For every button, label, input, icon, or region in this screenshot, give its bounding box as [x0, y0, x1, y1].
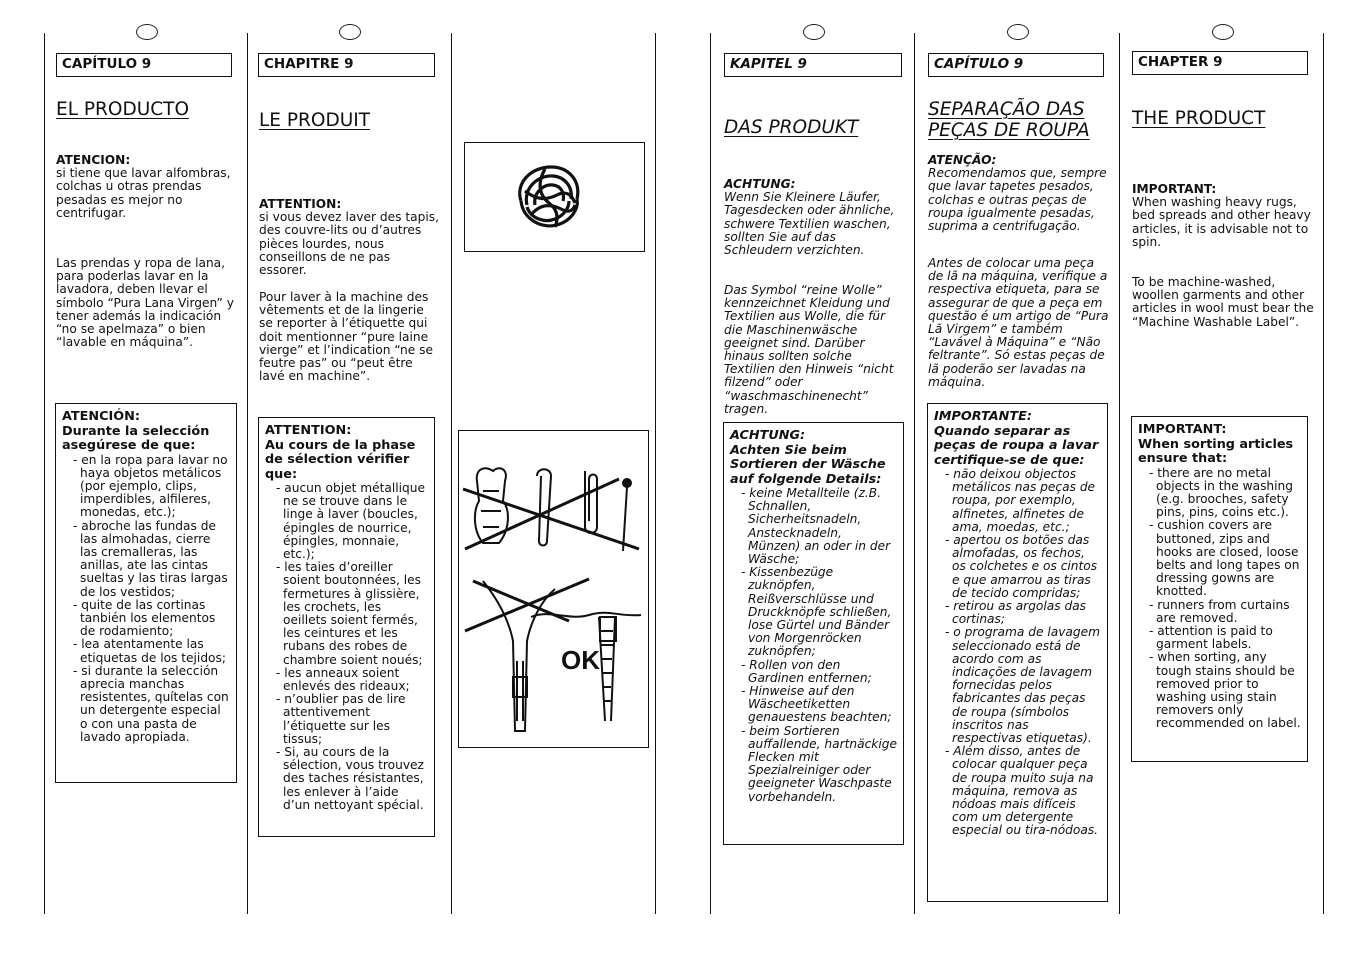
chapter-heading-en: CHAPTER 9 [1132, 51, 1308, 75]
column-rule [247, 33, 248, 914]
list-item: - o programa de lavagem seleccionado está de acordo com as indicações de lavagem fornecidas pelos fabricantes das peças de roupa (símbolos inscritos nas respectivas etiquetas). [943, 626, 1101, 745]
warning-list-es [62, 454, 230, 744]
list-item: - en la ropa para lavar no haya objetos metálicos (por ejemplo, clips, imperdibles, alfileres, monedas, etc.); [71, 454, 230, 520]
warning-box-pt [927, 403, 1108, 902]
column-rule [1323, 33, 1324, 914]
text-block-pt [928, 154, 1110, 233]
text-block-fr [259, 198, 439, 277]
text-block-en [1132, 183, 1314, 249]
warning-box-fr [258, 417, 435, 837]
list-item: - não deixou objectos metálicos nas peças de roupa, por exemplo, alfinetes, alfinetes de ama, moedas, etc.; [943, 468, 1101, 534]
woolmark-frame [464, 142, 645, 252]
attention-text-pt: Recomendamos que, sempre que lavar tapetes pesados, colchas e outras peças de roupa igualmente pesadas, suprima a centrifugação. [928, 166, 1107, 234]
attention-text-en: When washing heavy rugs, bed spreads and other heavy articles, it is advisable not to spin. [1132, 195, 1311, 249]
list-item: - keine Metallteile (z.B. Schnallen, Sicherheitsnadeln, Anstecknadeln, Münzen) an oder in der Wäsche; [739, 487, 897, 566]
warning-box-es [55, 403, 237, 783]
section-title-de: DAS PRODUKT [724, 117, 859, 138]
attention-label-fr: ATTENTION: [259, 197, 342, 211]
warning-list-en [1138, 467, 1301, 731]
list-item: - abroche las fundas de las almohadas, cierre las cremalleras, las anillas, ate las cintas sueltas y las tiras largas de los vestidos; [71, 520, 230, 599]
column-rule [655, 33, 656, 914]
ok-label: OK [561, 645, 600, 675]
chapter-heading-fr: CHAPITRE 9 [258, 53, 435, 77]
woolmark-icon [465, 143, 644, 251]
list-item: - les anneaux soient enlevés des rideaux; [274, 667, 428, 693]
list-item: - les taies d’oreiller soient boutonnées, les fermetures à glissière, les crochets, les oeillets soient fermés, les ceintures et les rubans des robes de chambre soient noués; [274, 561, 428, 667]
paragraph-en: To be machine-washed, woollen garments and other articles in wool must bear the “Machine Washable Label”. [1132, 275, 1314, 329]
chapter-heading-pt: CAPÍTULO 9 [928, 53, 1104, 77]
list-item: - quite de las cortinas tanbién los elementos de rodamiento; [71, 599, 230, 639]
warning-list-pt [934, 468, 1101, 838]
attention-label-de: ACHTUNG: [724, 177, 796, 191]
list-item: - lea atentamente las etiquetas de los tejidos; [71, 638, 230, 664]
page-circle-marker [1007, 24, 1029, 40]
chapter-heading-de: KAPITEL 9 [724, 53, 902, 77]
column-rule [710, 33, 711, 914]
list-item: - Rollen von den Gardinen entfernen; [739, 659, 897, 685]
warning-heading-de: ACHTUNG: Achten Sie beim Sortieren der Wäsche auf folgende Details: [730, 428, 886, 487]
attention-text-de: Wenn Sie Kleinere Läufer, Tagesdecken oder ähnliche, schwere Textilien waschen, sollten Sie auf das Schleudern verzichten. [724, 190, 895, 258]
section-title-es: EL PRODUCTO [56, 99, 190, 120]
paragraph-es: Las prendas y ropa de lana, para poderlas lavar en la lavadora, deben llevar el símbolo “Pura Lana Virgen” y tener además la indicación “no se apelmaza” o bien “lavable en máquina”. [56, 256, 234, 350]
page-circle-marker [803, 24, 825, 40]
list-item: - beim Sortieren auffallende, hartnäckige Flecken mit Spezialreiniger oder geeigneter Waschpaste vorbehandeln. [739, 725, 897, 804]
attention-label-en: IMPORTANT: [1132, 182, 1217, 196]
page-circle-marker [339, 24, 361, 40]
list-item: - there are no metal objects in the washing (e.g. brooches, safety pins, pins, coins etc.). [1147, 467, 1301, 520]
list-item: - apertou os botões das almofadas, os fechos, os colchetes e os cintos e que amarrou as tiras de tecido compridas; [943, 534, 1101, 600]
warning-heading-pt: IMPORTANTE: Quando separar as peças de roupa a lavar certifique-se de que: [934, 409, 1099, 468]
paragraph-de: Das Symbol “reine Wolle” kennzeichnet Kleidung und Textilien aus Wolle, die für die Maschinenwäsche geeignet sind. Darüber hinaus sollten solche Textilien den Hinweis “nicht filzend” oder “waschmaschinenecht” tragen. [724, 283, 894, 416]
column-rule [914, 33, 915, 914]
warning-heading-fr: ATTENTION: Au cours de la phase de sélection vérifier que: [265, 423, 416, 482]
warning-box-de [723, 422, 904, 845]
list-item: - attention is paid to garment labels. [1147, 625, 1301, 651]
list-item: - Hinweise auf den Wäscheetiketten genauestens beachten; [739, 685, 897, 725]
list-item: - runners from curtains are removed. [1147, 599, 1301, 625]
list-item: - Kissenbezüge zuknöpfen, Reißverschlüsse und Druckknöpfe schließen, lose Gürtel und Bänder von Morgenröcken zuknöpfen; [739, 566, 897, 658]
warning-box-en [1131, 416, 1308, 762]
warning-heading-es: ATENCIÓN: Durante la selección asegúrese de que: [62, 409, 210, 453]
paragraph-pt: Antes de colocar uma peça de lã na máquina, verifique a respectiva etiqueta, para se assegurar de que a peça em questão é um artigo de “Pura Lã Virgem” e também “Lavável à Máquina” e “Não feltrante”. Só estas peças de lã poderão ser lavadas na máquina. [928, 256, 1109, 389]
list-item: - cushion covers are buttoned, zips and hooks are closed, loose belts and long tapes on dressing gowns are knotted. [1147, 519, 1301, 598]
attention-text-es: si tiene que lavar alfombras, colchas u otras prendas pesadas es mejor no centrifugar. [56, 166, 231, 220]
list-item: - Si, au cours de la sélection, vous trouvez des taches résistantes, les enlever à l’aide d’un nettoyant spécial. [274, 746, 428, 812]
text-block-de [724, 178, 906, 257]
text-block-es [56, 154, 236, 220]
attention-label-es: ATENCION: [56, 153, 131, 167]
list-item: - n’oublier pas de lire attentivement l’étiquette sur les tissus; [274, 693, 428, 746]
list-item: - when sorting, any tough stains should be removed prior to washing using stain removers only recommended on label. [1147, 651, 1301, 730]
chapter-heading-es: CAPÍTULO 9 [56, 53, 232, 77]
list-item: - si durante la selección aprecia manchas resistentes, quítelas con un detergente especial o con una pasta de lavado apropiada. [71, 665, 230, 744]
list-item: - retirou as argolas das cortinas; [943, 600, 1101, 626]
column-rule [451, 33, 452, 914]
attention-label-pt: ATENÇÃO: [928, 153, 997, 167]
page-circle-marker [136, 24, 158, 40]
section-title-fr: LE PRODUIT [259, 110, 370, 131]
section-title-en: THE PRODUCT [1132, 108, 1266, 129]
page-circle-marker [1212, 24, 1234, 40]
sorting-drawing [459, 431, 648, 747]
paragraph-fr: Pour laver à la machine des vêtements et de la lingerie se reporter à l’étiquette qui doit mentionner “pure laine vierge” et l’indication “ne se feutre pas” ou “peut être lavé en machine”. [259, 290, 433, 384]
list-item: - Além disso, antes de colocar qualquer peça de roupa muito suja na máquina, remova as nódoas mais difíceis com um detergente especial ou tira-nódoas. [943, 745, 1101, 837]
warning-list-fr [265, 482, 428, 812]
sorting-illustration [458, 430, 649, 748]
list-item: - aucun objet métallique ne se trouve dans le linge à laver (boucles, épingles de nourrice, épingles, monnaie, etc.); [274, 482, 428, 561]
attention-text-fr: si vous devez laver des tapis, des couvre-lits ou d’autres pièces lourdes, nous conseillons de ne pas essorer. [259, 210, 439, 278]
warning-heading-en: IMPORTANT: When sorting articles ensure that: [1138, 422, 1294, 466]
column-rule [44, 33, 45, 914]
column-rule [1119, 33, 1120, 914]
warning-list-de [730, 487, 897, 804]
section-title-pt: SEPARAÇÃO DAS PEÇAS DE ROUPA [928, 99, 1090, 141]
